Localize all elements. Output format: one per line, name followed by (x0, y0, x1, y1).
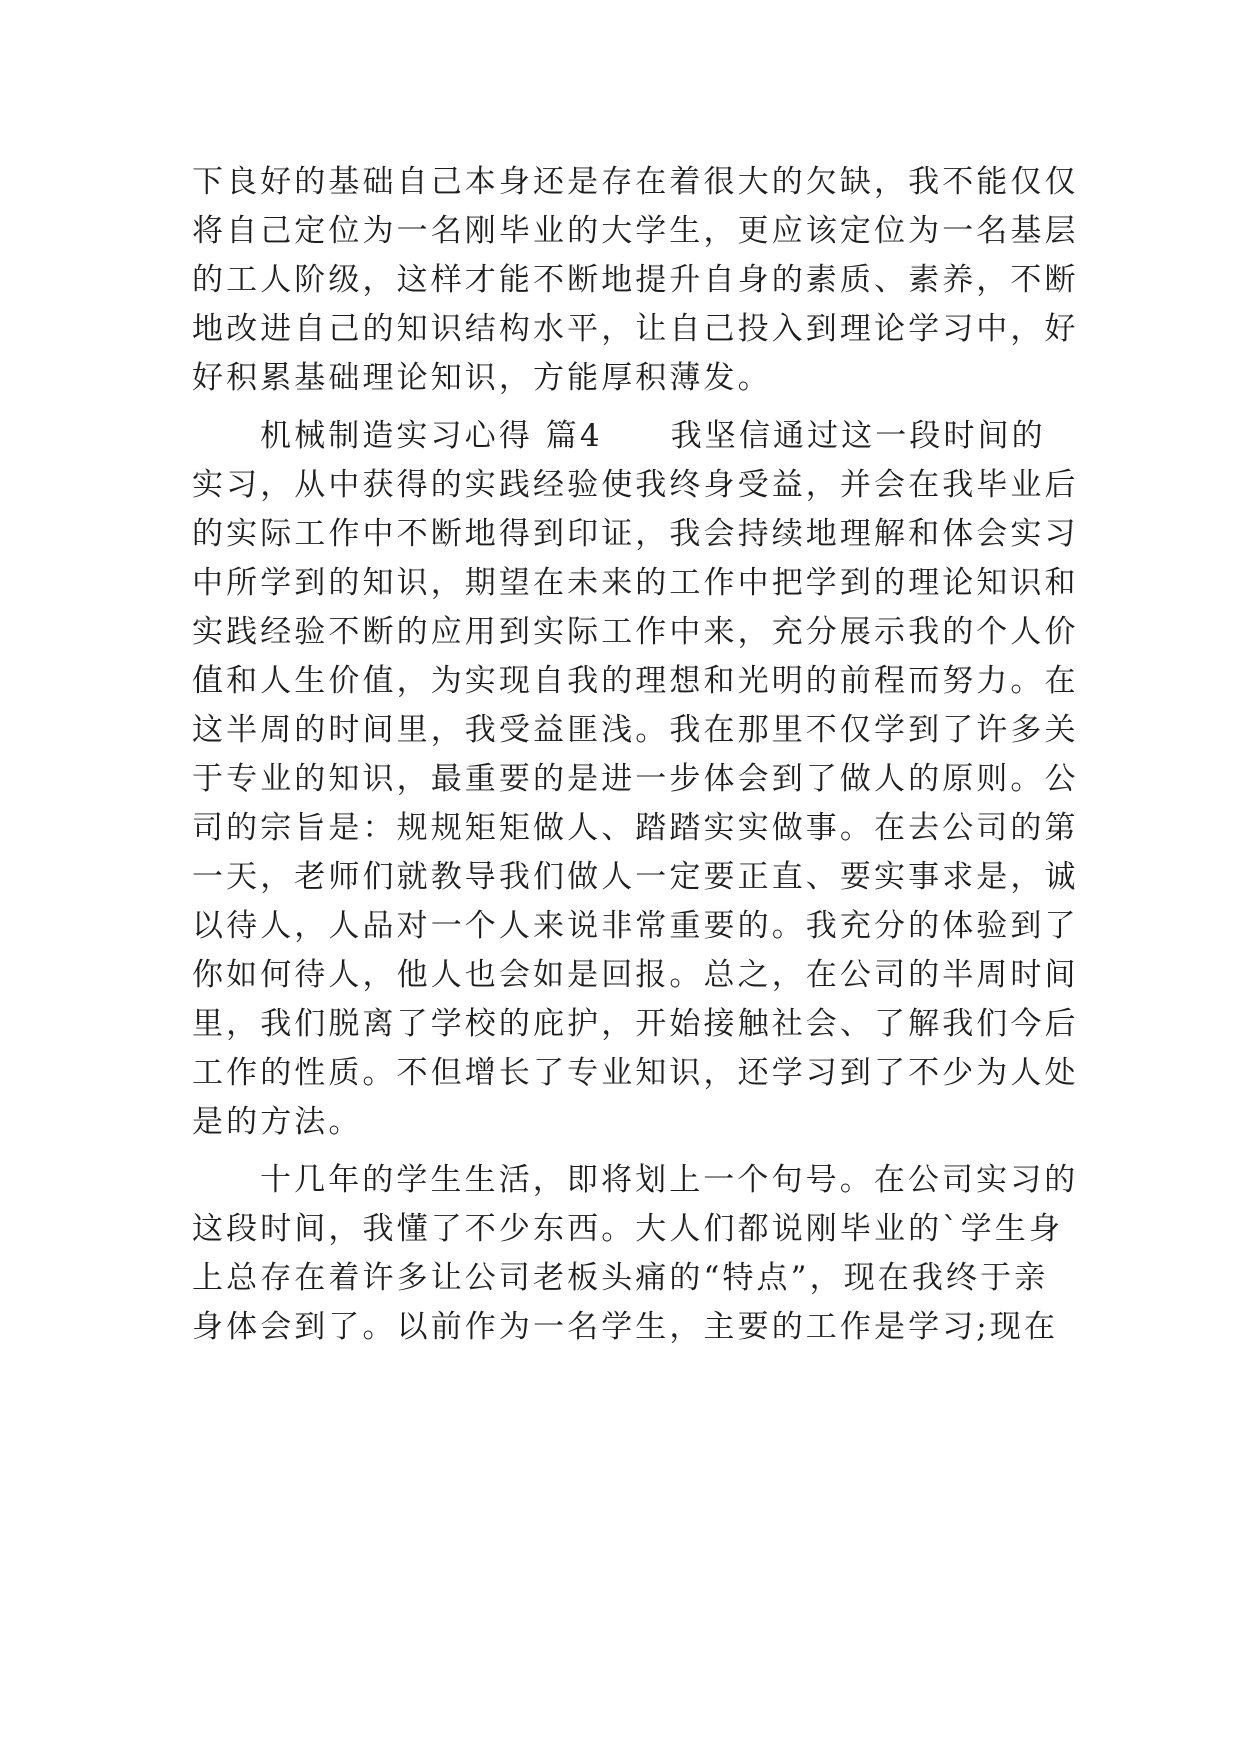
text-line: 实践经验不断的应用到实际工作中来，充分展示我的个人价 (192, 614, 1079, 650)
document-body (192, 158, 1079, 1352)
text-line: 身体会到了。以前作为一名学生，主要的工作是学习;现在 (192, 1309, 1059, 1345)
text-line: 里，我们脱离了学校的庇护，开始接触社会、了解我们今后 (192, 1006, 1079, 1042)
text-line: 我坚信通过这一段时间的 (670, 418, 1046, 454)
text-line: 的工人阶级，这样才能不断地提升自身的素质、素养，不断 (192, 262, 1079, 298)
text-line: 十几年的学生生活，即将划上一个句号。在公司实习的 (260, 1162, 1079, 1198)
text-line: 中所学到的知识，期望在未来的工作中把学到的理论知识和 (192, 565, 1079, 601)
text-line: 上总存在着许多让公司老板头痛的“特点”，现在我终于亲 (192, 1260, 1049, 1296)
text-line: 值和人生价值，为实现自我的理想和光明的前程而努力。在 (192, 663, 1079, 699)
text-line: 下良好的基础自己本身还是存在着很大的欠缺，我不能仅仅 (192, 164, 1079, 200)
text-line: 好积累基础理论知识，方能厚积薄发。 (192, 360, 772, 396)
text-line: 你如何待人，他人也会如是回报。总之，在公司的半周时间 (192, 957, 1079, 993)
text-line: 实习，从中获得的实践经验使我终身受益，并会在我毕业后 (192, 467, 1079, 503)
text-line: 将自己定位为一名刚毕业的大学生，更应该定位为一名基层 (192, 213, 1079, 249)
text-line: 工作的性质。不但增长了专业知识，还学习到了不少为人处 (192, 1055, 1079, 1091)
text-line: 以待人，人品对一个人来说非常重要的。我充分的体验到了 (192, 908, 1079, 944)
text-line: 这半周的时间里，我受益匪浅。我在那里不仅学到了许多关 (192, 712, 1079, 748)
text-line: 的实际工作中不断地得到印证，我会持续地理解和体会实习 (192, 516, 1079, 552)
text-line: 是的方法。 (192, 1104, 363, 1140)
section-heading: 机械制造实习心得 篇4 (260, 418, 603, 454)
text-line: 这段时间，我懂了不少东西。大人们都说刚毕业的`学生身 (192, 1211, 1064, 1247)
text-line: 于专业的知识，最重要的是进一步体会到了做人的原则。公 (192, 761, 1079, 797)
text-line: 司的宗旨是：规规矩矩做人、踏踏实实做事。在去公司的第 (192, 810, 1079, 846)
text-line: 地改进自己的知识结构水平，让自己投入到理论学习中，好 (192, 311, 1079, 347)
section-heading-line (192, 412, 1052, 461)
text-line: 一天，老师们就教导我们做人一定要正直、要实事求是，诚 (192, 859, 1079, 895)
